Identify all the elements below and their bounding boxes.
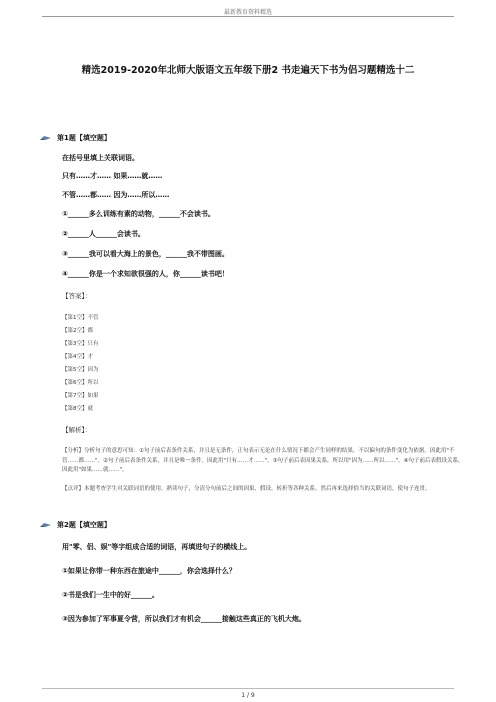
question-1-item: ①______多么训练有素的动物，______不会读书。: [62, 210, 215, 218]
question-2-item: ①如果让你带一种东西在旅途中______，你会选择什么？: [62, 567, 236, 575]
question-1-item: ④______你是一个求知欲很强的人，你______读书吧！: [62, 270, 229, 278]
answer-item: 【第1空】不管: [62, 315, 99, 321]
header-divider: [42, 16, 454, 17]
analysis-label: 【解析】：: [62, 426, 92, 434]
question-1-heading: [40, 133, 111, 143]
pencil-icon: [40, 522, 52, 528]
question-2-item: ②书是我们一生中的好______。: [62, 591, 159, 599]
answer-item: 【第6空】所以: [62, 380, 99, 386]
answer-item: 【第5空】因为: [62, 367, 99, 373]
analysis-paragraph: 【分析】分析句子的意思可知：①句子前后表条件关系，并且是无条件，正句表示无论在什么情况下都会产生同样的结果，不以偏句的条件变化为依据。因此用"不管……都……"。②句子前后表条件关系，并且是唯一条件。因此用"只有……才……"。③句子前后表因果关系，所以用"因为……所以……"。④句子前后表假设关系，因此用"如果……就……"。: [62, 448, 464, 473]
page-header: 最新教育资料精选: [223, 9, 272, 16]
question-1-item: ③______我可以看大海上的景色，______我不带图画。: [62, 250, 229, 258]
footer-divider: [42, 688, 454, 689]
comment-paragraph: 【点评】本题考查学生对关联词语的使用。熟读句子，分清分句前后之间的因果、假设、转折等各种关系。然后再来选择恰当的关联词语，使句子连贯。: [62, 486, 431, 492]
answer-item: 【第4空】才: [62, 354, 93, 360]
answer-item: 【第7空】如果: [62, 393, 99, 399]
question-1-hint-line: 只有……才…… 如果……就……: [62, 172, 163, 180]
question-2-heading: [40, 520, 111, 530]
pencil-icon: [40, 135, 52, 141]
answer-item: 【第8空】就: [62, 406, 93, 412]
question-1-instruction: 在括号里填上关联词语。: [62, 154, 139, 162]
question-1-item: ②______人______会读书。: [62, 230, 145, 238]
answer-item: 【第3空】只有: [62, 341, 99, 347]
page-number: 1 / 9: [241, 692, 255, 699]
question-2-heading-text: 第2题【填空题】: [57, 521, 111, 529]
answer-item: 【第2空】都: [62, 328, 93, 334]
question-1-hint-line: 不管……都…… 因为……所以……: [62, 191, 170, 199]
question-1-heading-text: 第1题【填空题】: [57, 134, 111, 142]
question-2-instruction: 用"零、侣、娱"等字组成合适的词语，再填进句子的横线上。: [62, 543, 252, 551]
document-title: 精选2019-2020年北师大版语文五年级下册2 书走遍天下书为侣习题精选十二: [81, 65, 415, 76]
answer-label: 【答案】：: [62, 292, 92, 300]
question-2-item: ③因为参加了军事夏令营，所以我们才有机会______接触这些真正的飞机大炮。: [62, 615, 306, 623]
